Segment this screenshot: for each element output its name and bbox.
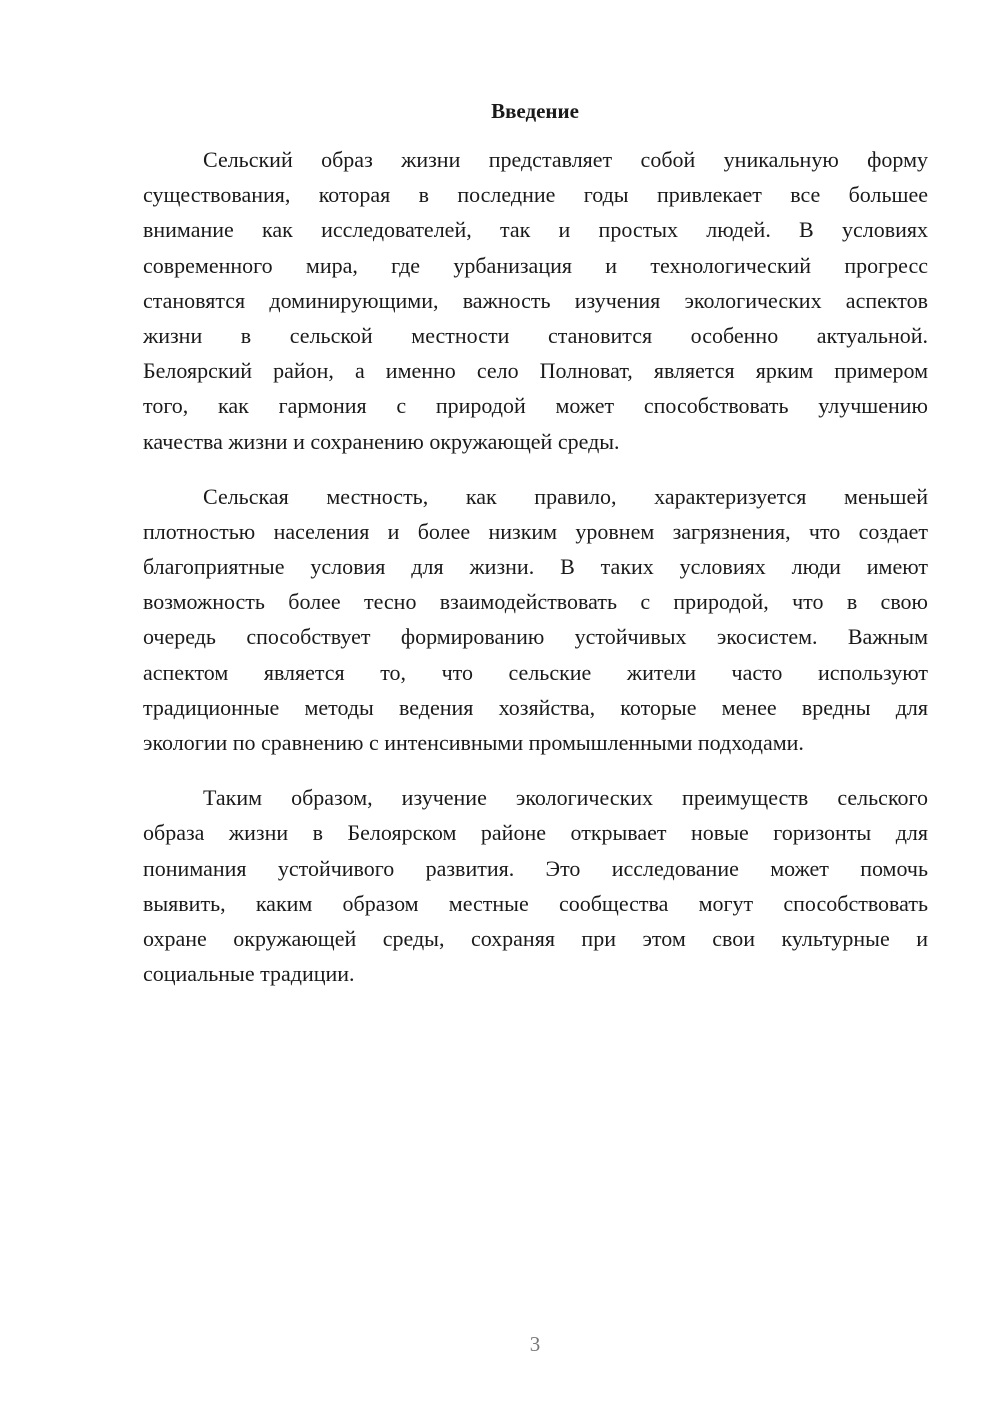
text-line: благоприятные условия для жизни. В таких условиях люди имеют (143, 554, 928, 580)
text-line: жизни в сельской местности становится особенно актуальной. (143, 322, 928, 348)
text-line: экологии по сравнению с интенсивными промышленными подходами. (143, 730, 804, 755)
text-line: выявить, каким образом местные сообщества могут способствовать (143, 890, 928, 916)
text-line: очередь способствует формированию устойчивых экосистем. Важным (143, 624, 928, 650)
text-line: Белоярский район, а именно село Полноват, является ярким примером (143, 358, 928, 384)
text-line: социальные традиции. (143, 961, 355, 987)
text-line: Сельский образ жизни представляет собой уникальную форму (203, 147, 928, 172)
text-line: традиционные методы ведения хозяйства, которые менее вредны для (143, 694, 928, 720)
text-line: Таким образом, изучение экологических преимуществ сельского (203, 785, 928, 811)
text-line: качества жизни и сохранению окружающей среды. (143, 428, 620, 454)
text-line: становятся доминирующими, важность изучения экологических аспектов (143, 287, 928, 313)
text-line: аспектом является то, что сельские жители часто используют (143, 659, 928, 685)
text-line: плотностью населения и более низким уровнем загрязнения, что создает (143, 518, 928, 544)
paragraph (143, 780, 928, 991)
paragraph (143, 142, 928, 459)
text-line: существования, которая в последние годы привлекает все большее (143, 182, 928, 208)
text-line: того, как гармония с природой может способствовать улучшению (143, 393, 928, 419)
text-line: внимание как исследователей, так и простых людей. В условиях (143, 217, 928, 243)
text-line: охране окружающей среды, сохраняя при этом свои культурные и (143, 925, 928, 951)
text-line: возможность более тесно взаимодействовать с природой, что в свою (143, 589, 928, 615)
page-title: Введение (491, 99, 579, 123)
page-number: 3 (529, 1332, 541, 1356)
text-line: образа жизни в Белоярском районе открывает новые горизонты для (143, 820, 928, 846)
paragraph (143, 479, 928, 761)
text-line: понимания устойчивого развития. Это исследование может помочь (143, 855, 928, 881)
document-body (143, 142, 928, 1011)
text-line: Сельская местность, как правило, характеризуется меньшей (203, 483, 928, 509)
text-line: современного мира, где урбанизация и технологический прогресс (143, 252, 928, 278)
